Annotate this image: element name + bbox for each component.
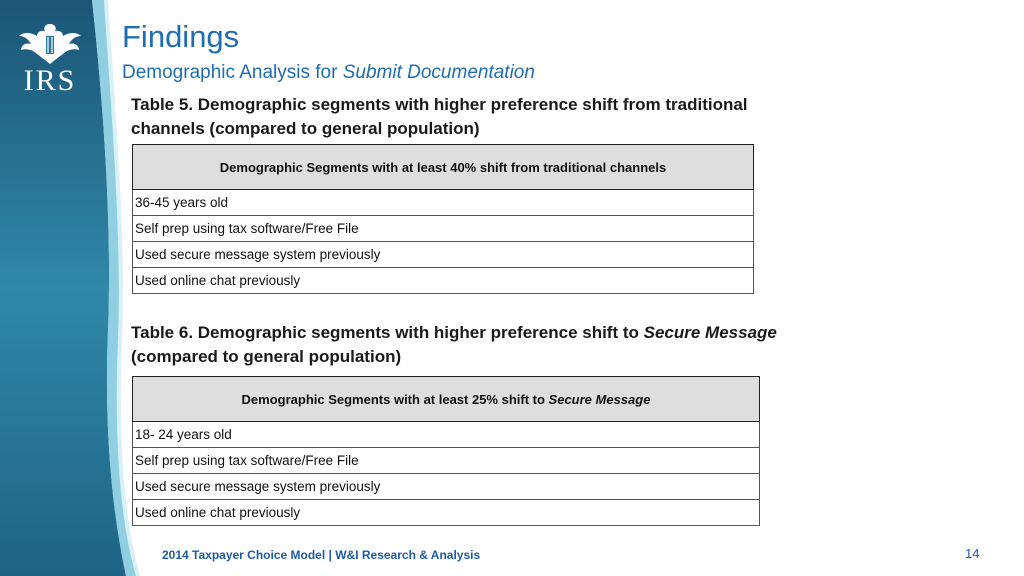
table-row: [133, 422, 760, 448]
footer-text: 2014 Taxpayer Choice Model | W&I Research & Analysis: [162, 548, 481, 562]
table5: [132, 144, 754, 294]
subtitle-emphasis: Submit Documentation: [342, 62, 535, 83]
page-subtitle: [122, 61, 535, 85]
table-row: [133, 242, 754, 268]
table6-caption-emphasis: Secure Message: [643, 323, 777, 342]
table-row: [133, 268, 754, 294]
table6-caption-suffix: (compared to general population): [131, 347, 402, 366]
table-row: [133, 474, 760, 500]
table-row: [133, 190, 754, 216]
table-cell: Used secure message system previously: [133, 474, 760, 500]
table-row: [133, 500, 760, 526]
table6-header-emphasis: Secure Message: [548, 391, 651, 407]
page-title: Findings: [122, 19, 240, 54]
table6-header-prefix: Demographic Segments with at least 25% shift to: [241, 391, 549, 407]
table-cell: Self prep using tax software/Free File: [133, 216, 754, 242]
logo-text: IRS: [23, 64, 77, 97]
table5-header: Demographic Segments with at least 40% shift from traditional channels: [133, 145, 754, 190]
table-cell: 18- 24 years old: [133, 422, 760, 448]
table6-caption: [131, 321, 811, 369]
table-cell: Self prep using tax software/Free File: [133, 448, 760, 474]
table5-caption: Table 5. Demographic segments with higher preference shift from traditional channels (compared to general population): [131, 95, 748, 138]
table-cell: 36-45 years old: [133, 190, 754, 216]
table6-caption-prefix: Table 6. Demographic segments with higher preference shift to: [131, 323, 644, 342]
table6: [132, 376, 760, 526]
page-number: 14: [965, 546, 980, 561]
table-cell: Used online chat previously: [133, 268, 754, 294]
irs-logo: [12, 20, 88, 100]
table-cell: Used secure message system previously: [133, 242, 754, 268]
table-row: [133, 448, 760, 474]
subtitle-prefix: Demographic Analysis for: [122, 62, 343, 83]
table-row: [133, 216, 754, 242]
table-cell: Used online chat previously: [133, 500, 760, 526]
eagle-icon: [15, 20, 85, 64]
table6-header: [133, 377, 760, 422]
